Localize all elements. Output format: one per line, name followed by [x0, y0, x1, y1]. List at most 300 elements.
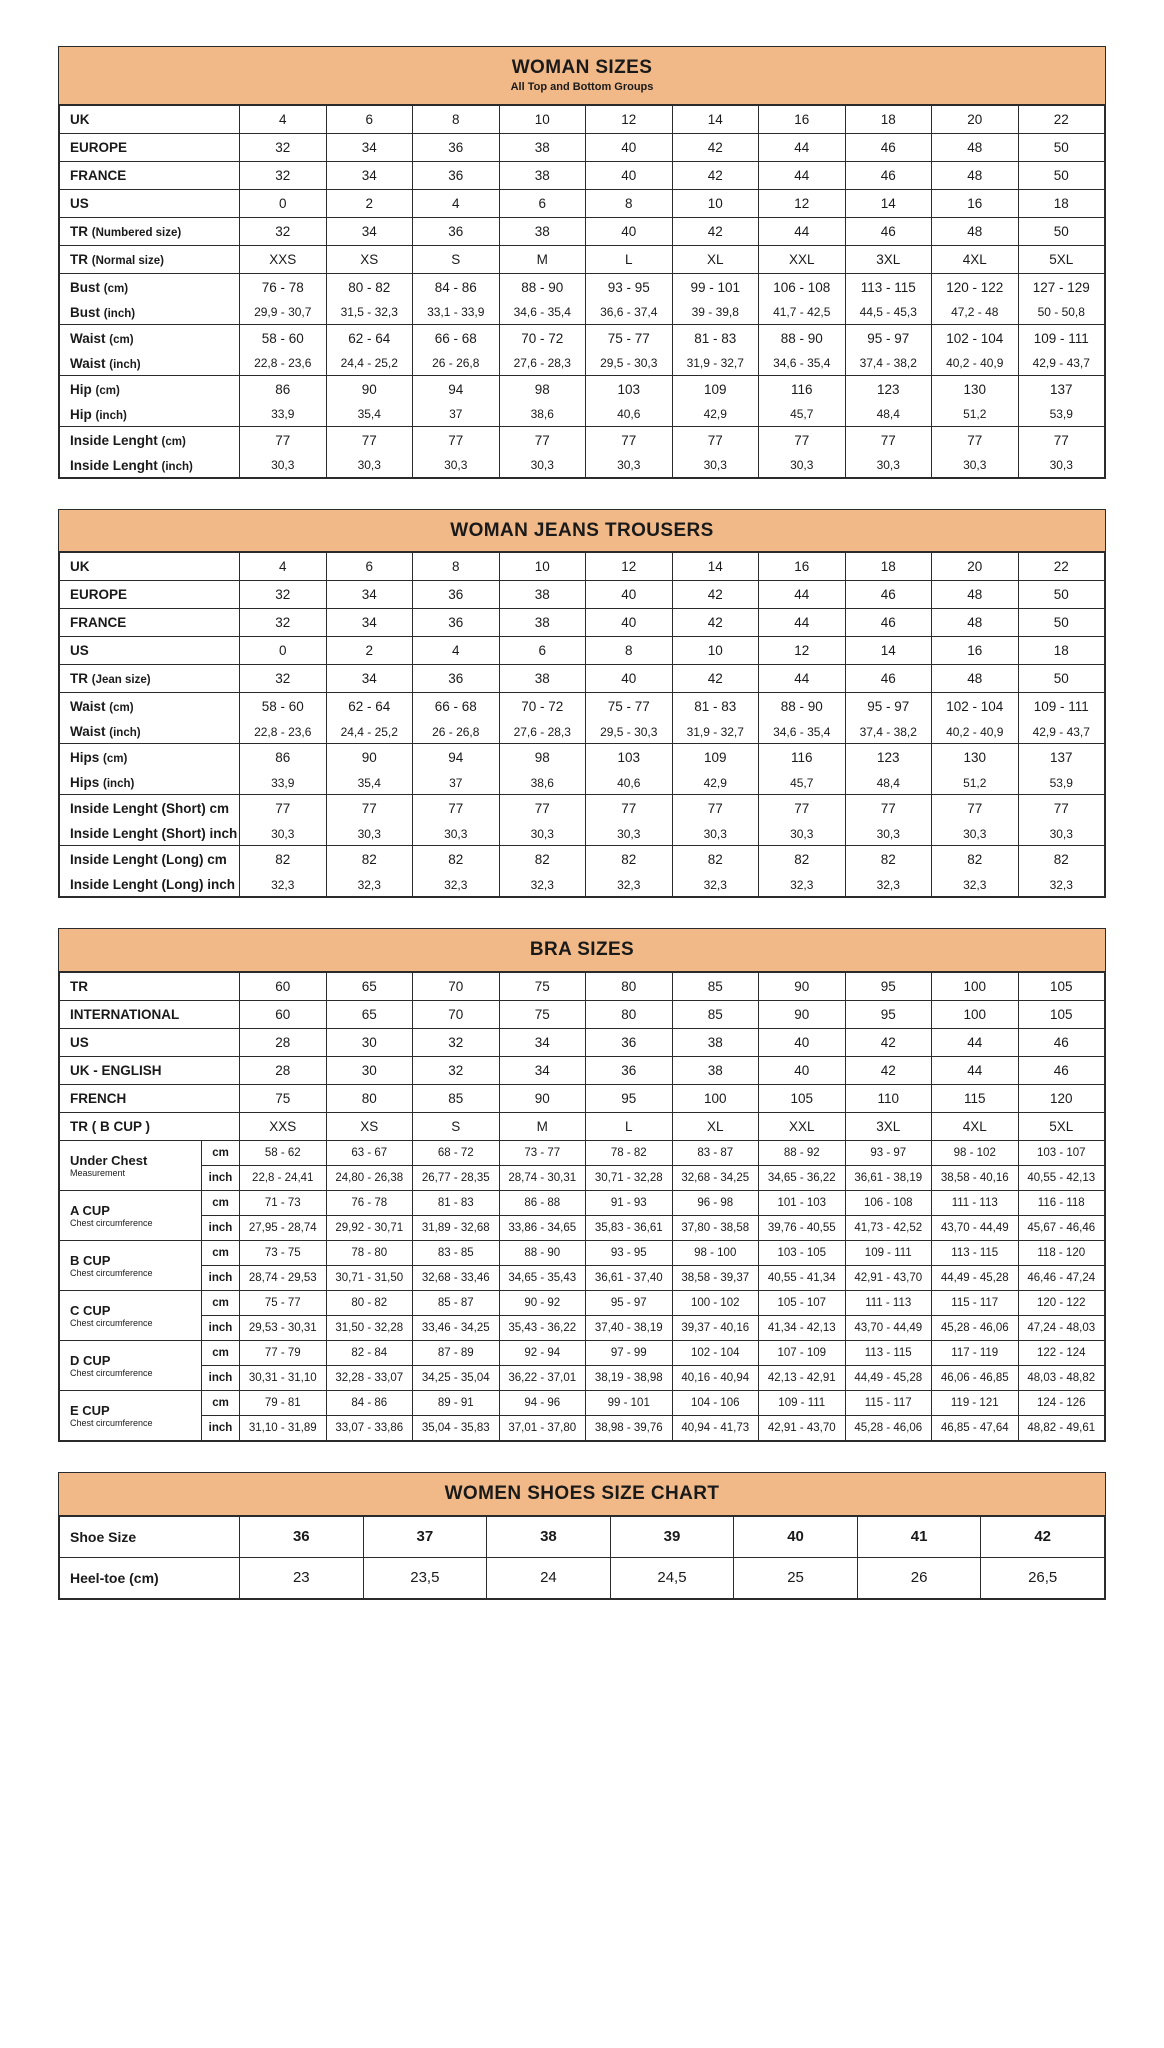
cell-value: 30: [326, 1029, 413, 1057]
cell-value: 45,28 - 46,06: [845, 1416, 932, 1441]
cell-value: 127 - 129: [1018, 273, 1105, 301]
cell-value: 30,31 - 31,10: [240, 1366, 327, 1391]
cell-value: 82: [1018, 846, 1105, 874]
cell-value: 111 - 113: [845, 1291, 932, 1316]
cell-value: 6: [326, 105, 413, 133]
cup-label-text: C CUP: [70, 1302, 111, 1318]
cell-value: 76 - 78: [326, 1191, 413, 1216]
row-label: Shoe Size: [60, 1516, 240, 1557]
cell-value: 109: [672, 744, 759, 772]
cell-value: 77 - 79: [240, 1341, 327, 1366]
cell-value: 120 - 122: [1018, 1291, 1105, 1316]
cell-value: XL: [672, 245, 759, 273]
cell-value: 32,3: [1018, 873, 1105, 897]
cell-value: 45,67 - 46,46: [1018, 1216, 1105, 1241]
cell-value: 42,91 - 43,70: [759, 1416, 846, 1441]
table-row: [60, 1516, 1105, 1557]
cell-value: 34,6 - 35,4: [759, 720, 846, 744]
cell-value: 93 - 95: [586, 273, 673, 301]
table-row: [60, 609, 1105, 637]
cell-value: 30,3: [759, 822, 846, 846]
row-label-unit: (inch): [109, 358, 141, 371]
cell-value: 50: [1018, 581, 1105, 609]
cell-value: 10: [499, 105, 586, 133]
cell-value: 77: [1018, 795, 1105, 823]
cell-value: 22: [1018, 105, 1105, 133]
cell-value: 122 - 124: [1018, 1341, 1105, 1366]
cell-value: 4XL: [932, 1113, 1019, 1141]
cell-value: 116: [759, 375, 846, 403]
cell-value: 77: [326, 795, 413, 823]
cell-value: 27,95 - 28,74: [240, 1216, 327, 1241]
cell-value: 38,6: [499, 771, 586, 795]
cell-value: 44,49 - 45,28: [845, 1366, 932, 1391]
cell-value: 8: [413, 105, 500, 133]
cell-value: 70: [413, 973, 500, 1001]
cell-value: M: [499, 245, 586, 273]
cell-value: 26 - 26,8: [413, 352, 500, 376]
cell-value: 75 - 77: [240, 1291, 327, 1316]
row-label: [60, 744, 240, 772]
cell-value: 32: [240, 217, 327, 245]
chart-title-woman-sizes: [59, 47, 1105, 105]
cup-label-text: E CUP: [70, 1402, 110, 1418]
row-label-text: Waist: [70, 724, 106, 740]
cell-value: 42,9 - 43,7: [1018, 352, 1105, 376]
cell-value: 82: [586, 846, 673, 874]
row-label-text: TR: [70, 671, 88, 687]
cell-value: 12: [586, 553, 673, 581]
cell-value: 30,3: [672, 454, 759, 478]
cell-value: 12: [759, 637, 846, 665]
cell-value: 3XL: [845, 1113, 932, 1141]
row-label-text: TR: [70, 251, 88, 267]
cell-value: 40: [734, 1516, 858, 1557]
cell-value: 40: [586, 665, 673, 693]
cell-value: 38,98 - 39,76: [586, 1416, 673, 1441]
row-label-text: US: [70, 643, 89, 659]
row-label-unit: (inch): [103, 778, 135, 791]
cell-value: 5XL: [1018, 1113, 1105, 1141]
cup-label-text: D CUP: [70, 1352, 111, 1368]
cell-value: 77: [326, 426, 413, 454]
cell-value: 58 - 62: [240, 1141, 327, 1166]
chart-title-sub: All Top and Bottom Groups: [510, 80, 654, 93]
cell-value: 113 - 115: [932, 1241, 1019, 1266]
row-label-unit: (cm): [103, 282, 129, 295]
row-label: [60, 189, 240, 217]
cell-value: 0: [240, 189, 327, 217]
table-row: [60, 1366, 1105, 1391]
cell-value: 42: [981, 1516, 1105, 1557]
row-label: [60, 217, 240, 245]
cell-value: 71 - 73: [240, 1191, 327, 1216]
cell-value: 38,19 - 38,98: [586, 1366, 673, 1391]
cell-value: 48: [932, 581, 1019, 609]
cell-value: 40: [759, 1029, 846, 1057]
cell-value: 14: [845, 637, 932, 665]
cell-value: 8: [586, 637, 673, 665]
cell-value: 32,68 - 34,25: [672, 1166, 759, 1191]
cell-value: 30,3: [672, 822, 759, 846]
cell-value: 77: [586, 795, 673, 823]
cell-value: 23: [240, 1557, 364, 1598]
cell-value: 109: [672, 375, 759, 403]
cell-value: 99 - 101: [672, 273, 759, 301]
cell-value: L: [586, 245, 673, 273]
table-row: [60, 1241, 1105, 1266]
cell-value: 40: [586, 609, 673, 637]
cell-value: 42: [845, 1057, 932, 1085]
cell-value: 31,9 - 32,7: [672, 720, 759, 744]
cell-value: 98 - 102: [932, 1141, 1019, 1166]
cell-value: 46: [845, 609, 932, 637]
cell-value: 34: [326, 161, 413, 189]
cell-value: 120 - 122: [932, 273, 1019, 301]
cell-value: 53,9: [1018, 403, 1105, 427]
cell-value: 50: [1018, 217, 1105, 245]
cell-value: 130: [932, 375, 1019, 403]
cell-value: 137: [1018, 375, 1105, 403]
cell-value: 46: [1018, 1029, 1105, 1057]
cell-value: 36,6 - 37,4: [586, 301, 673, 325]
cell-value: 40,6: [586, 403, 673, 427]
cell-value: 38,58 - 40,16: [932, 1166, 1019, 1191]
cell-value: 36: [413, 581, 500, 609]
row-label-unit: (Jean size): [91, 674, 151, 687]
cell-value: 53,9: [1018, 771, 1105, 795]
row-label: [60, 637, 240, 665]
cell-value: 18: [845, 105, 932, 133]
cell-value: 30: [326, 1057, 413, 1085]
cell-value: 113 - 115: [845, 273, 932, 301]
cup-label: [60, 1341, 202, 1391]
cell-value: 107 - 109: [759, 1341, 846, 1366]
cell-value: 30,3: [240, 454, 327, 478]
cell-value: 82: [845, 846, 932, 874]
row-label-unit: (Normal size): [91, 254, 164, 267]
unit-cell: inch: [202, 1266, 240, 1291]
table-row: [60, 161, 1105, 189]
cell-value: 3XL: [845, 245, 932, 273]
cell-value: 58 - 60: [240, 693, 327, 721]
cell-value: 78 - 80: [326, 1241, 413, 1266]
table-row: [60, 1057, 1105, 1085]
cell-value: 75 - 77: [586, 693, 673, 721]
table-row: [60, 324, 1105, 352]
cell-value: 32,3: [413, 873, 500, 897]
cell-value: 118 - 120: [1018, 1241, 1105, 1266]
table-row: [60, 1216, 1105, 1241]
cell-value: 36: [413, 217, 500, 245]
unit-cell: inch: [202, 1366, 240, 1391]
cell-value: 81 - 83: [672, 693, 759, 721]
cell-value: 44: [932, 1029, 1019, 1057]
cell-value: 44: [759, 609, 846, 637]
cell-value: 103 - 107: [1018, 1141, 1105, 1166]
cell-value: 12: [586, 105, 673, 133]
row-label-unit: (inch): [161, 460, 193, 473]
table-row: [60, 426, 1105, 454]
table-row: [60, 973, 1105, 1001]
cell-value: 30,3: [499, 454, 586, 478]
table-row: [60, 693, 1105, 721]
cell-value: 33,46 - 34,25: [413, 1316, 500, 1341]
cell-value: 47,2 - 48: [932, 301, 1019, 325]
cell-value: 6: [499, 189, 586, 217]
table-woman-jeans-trousers: [59, 552, 1105, 897]
cell-value: 37: [413, 403, 500, 427]
cell-value: 78 - 82: [586, 1141, 673, 1166]
cell-value: 43,70 - 44,49: [932, 1216, 1019, 1241]
cell-value: 70: [413, 1001, 500, 1029]
cell-value: 88 - 90: [499, 1241, 586, 1266]
cell-value: 33,9: [240, 403, 327, 427]
cell-value: 41,7 - 42,5: [759, 301, 846, 325]
cell-value: 30,3: [845, 822, 932, 846]
cell-value: 42,9: [672, 771, 759, 795]
cell-value: 50: [1018, 161, 1105, 189]
row-label-text: Hips: [70, 775, 100, 791]
cell-value: 86: [240, 375, 327, 403]
cell-value: 42: [672, 161, 759, 189]
cell-value: 95 - 97: [845, 324, 932, 352]
cell-value: 119 - 121: [932, 1391, 1019, 1416]
row-label: [60, 105, 240, 133]
cell-value: 32,28 - 33,07: [326, 1366, 413, 1391]
cell-value: 98: [499, 375, 586, 403]
cell-value: 42,91 - 43,70: [845, 1266, 932, 1291]
chart-title-main: WOMEN SHOES SIZE CHART: [444, 1483, 720, 1505]
row-label-text: Bust: [70, 279, 100, 295]
cell-value: 124 - 126: [1018, 1391, 1105, 1416]
cell-value: 32,3: [672, 873, 759, 897]
cell-value: 32: [240, 609, 327, 637]
cell-value: 46: [845, 161, 932, 189]
cell-value: 24,80 - 26,38: [326, 1166, 413, 1191]
cell-value: 80 - 82: [326, 1291, 413, 1316]
cup-label: [60, 1241, 202, 1291]
row-label-text: Waist: [70, 355, 106, 371]
cell-value: 32: [240, 581, 327, 609]
table-row: [60, 873, 1105, 897]
cell-value: 40: [586, 581, 673, 609]
cell-value: 50 - 50,8: [1018, 301, 1105, 325]
row-label-unit: (inch): [103, 307, 136, 320]
cell-value: 34: [326, 133, 413, 161]
cell-value: 32: [413, 1029, 500, 1057]
cell-value: 30,3: [326, 454, 413, 478]
cell-value: 34: [326, 217, 413, 245]
row-label: [60, 553, 240, 581]
cell-value: 40,55 - 41,34: [759, 1266, 846, 1291]
cell-value: 85: [672, 1001, 759, 1029]
cell-value: 75 - 77: [586, 324, 673, 352]
unit-cell: cm: [202, 1191, 240, 1216]
cell-value: 31,89 - 32,68: [413, 1216, 500, 1241]
cell-value: 41: [857, 1516, 981, 1557]
row-label: [60, 609, 240, 637]
cell-value: 85: [672, 973, 759, 1001]
cell-value: 16: [759, 105, 846, 133]
cell-value: 66 - 68: [413, 324, 500, 352]
cell-value: 48,4: [845, 771, 932, 795]
cell-value: S: [413, 1113, 500, 1141]
row-label: US: [60, 1029, 240, 1057]
cell-value: 109 - 111: [1018, 693, 1105, 721]
cell-value: 77: [240, 426, 327, 454]
cell-value: 37,4 - 38,2: [845, 720, 932, 744]
cell-value: 18: [1018, 637, 1105, 665]
cell-value: 42: [672, 581, 759, 609]
cell-value: 65: [326, 973, 413, 1001]
cell-value: 31,5 - 32,3: [326, 301, 413, 325]
row-label-text: FRANCE: [70, 615, 127, 631]
row-label-unit: (Numbered size): [91, 226, 182, 239]
cell-value: 77: [932, 795, 1019, 823]
row-label-text: UK: [70, 559, 90, 575]
cell-value: 36: [413, 609, 500, 637]
cell-value: 82: [413, 846, 500, 874]
cell-value: L: [586, 1113, 673, 1141]
cell-value: 16: [932, 189, 1019, 217]
cell-value: 83 - 85: [413, 1241, 500, 1266]
cup-label-text: B CUP: [70, 1252, 111, 1268]
cell-value: 90 - 92: [499, 1291, 586, 1316]
cell-value: 31,9 - 32,7: [672, 352, 759, 376]
cup-label: [60, 1291, 202, 1341]
cell-value: 48: [932, 217, 1019, 245]
cup-sublabel: Chest circumference: [70, 1267, 153, 1278]
cell-value: 14: [672, 105, 759, 133]
cell-value: 94: [413, 375, 500, 403]
cell-value: XS: [326, 245, 413, 273]
cell-value: 44: [932, 1057, 1019, 1085]
table-row: [60, 1001, 1105, 1029]
cell-value: 116 - 118: [1018, 1191, 1105, 1216]
table-row: [60, 189, 1105, 217]
row-label-text: Waist: [70, 330, 106, 346]
cell-value: 34,6 - 35,4: [499, 301, 586, 325]
unit-cell: cm: [202, 1141, 240, 1166]
cell-value: 130: [932, 744, 1019, 772]
cell-value: 75: [499, 1001, 586, 1029]
cell-value: 32,3: [932, 873, 1019, 897]
table-row: [60, 1166, 1105, 1191]
cell-value: 22,8 - 23,6: [240, 720, 327, 744]
cell-value: 36: [586, 1057, 673, 1085]
cell-value: 36: [413, 665, 500, 693]
table-row: [60, 301, 1105, 325]
cell-value: 63 - 67: [326, 1141, 413, 1166]
cell-value: 95: [845, 973, 932, 1001]
cell-value: 30,3: [1018, 454, 1105, 478]
row-label: [60, 352, 240, 376]
cell-value: 60: [240, 973, 327, 1001]
cup-sublabel: Chest circumference: [70, 1217, 153, 1228]
cell-value: 104 - 106: [672, 1391, 759, 1416]
row-label: UK - ENGLISH: [60, 1057, 240, 1085]
cell-value: 77: [499, 426, 586, 454]
cell-value: 32,3: [499, 873, 586, 897]
cell-value: 86 - 88: [499, 1191, 586, 1216]
table-row: [60, 1113, 1105, 1141]
cell-value: 37: [413, 771, 500, 795]
cell-value: 100: [932, 973, 1019, 1001]
cell-value: 2: [326, 637, 413, 665]
cell-value: 103: [586, 375, 673, 403]
cell-value: 29,9 - 30,7: [240, 301, 327, 325]
row-label-text: UK: [70, 111, 90, 127]
cell-value: 39,76 - 40,55: [759, 1216, 846, 1241]
table-women-shoes: [59, 1516, 1105, 1599]
row-label: [60, 795, 240, 823]
cell-value: 4: [240, 105, 327, 133]
row-label: [60, 133, 240, 161]
cup-label-text: A CUP: [70, 1202, 110, 1218]
cell-value: 105: [759, 1085, 846, 1113]
row-label: [60, 693, 240, 721]
cell-value: 46: [845, 665, 932, 693]
cell-value: 32: [413, 1057, 500, 1085]
cell-value: 46,85 - 47,64: [932, 1416, 1019, 1441]
row-label-text: EUROPE: [70, 587, 128, 603]
cell-value: 86: [240, 744, 327, 772]
row-label-text: Hip: [70, 406, 92, 422]
cell-value: 77: [932, 426, 1019, 454]
cell-value: 109 - 111: [1018, 324, 1105, 352]
cell-value: 87 - 89: [413, 1341, 500, 1366]
cell-value: 50: [1018, 133, 1105, 161]
cell-value: 77: [586, 426, 673, 454]
cell-value: 20: [932, 105, 1019, 133]
cell-value: 85 - 87: [413, 1291, 500, 1316]
cell-value: 82 - 84: [326, 1341, 413, 1366]
cell-value: 30,3: [759, 454, 846, 478]
cell-value: 101 - 103: [759, 1191, 846, 1216]
cell-value: 38: [499, 665, 586, 693]
row-label-text: Inside Lenght (Long) inch: [70, 877, 235, 893]
cell-value: 82: [240, 846, 327, 874]
cell-value: 66 - 68: [413, 693, 500, 721]
cell-value: 20: [932, 553, 1019, 581]
table-row: [60, 581, 1105, 609]
cell-value: 116: [759, 744, 846, 772]
cell-value: XXS: [240, 245, 327, 273]
cell-value: 99 - 101: [586, 1391, 673, 1416]
cell-value: 39: [610, 1516, 734, 1557]
cell-value: 65: [326, 1001, 413, 1029]
cell-value: 39,37 - 40,16: [672, 1316, 759, 1341]
table-row: [60, 1391, 1105, 1416]
cell-value: 98: [499, 744, 586, 772]
cell-value: 26,5: [981, 1557, 1105, 1598]
cell-value: 26 - 26,8: [413, 720, 500, 744]
cell-value: 44: [759, 133, 846, 161]
cell-value: 24,5: [610, 1557, 734, 1598]
cell-value: 33,86 - 34,65: [499, 1216, 586, 1241]
cell-value: 103: [586, 744, 673, 772]
cell-value: 77: [759, 795, 846, 823]
chart-title-women-shoes: [59, 1473, 1105, 1516]
cell-value: 28: [240, 1029, 327, 1057]
table-row: [60, 744, 1105, 772]
cell-value: 77: [845, 795, 932, 823]
cell-value: S: [413, 245, 500, 273]
chart-title-main: WOMAN SIZES: [511, 57, 653, 78]
cell-value: 102 - 104: [672, 1341, 759, 1366]
cell-value: 82: [499, 846, 586, 874]
